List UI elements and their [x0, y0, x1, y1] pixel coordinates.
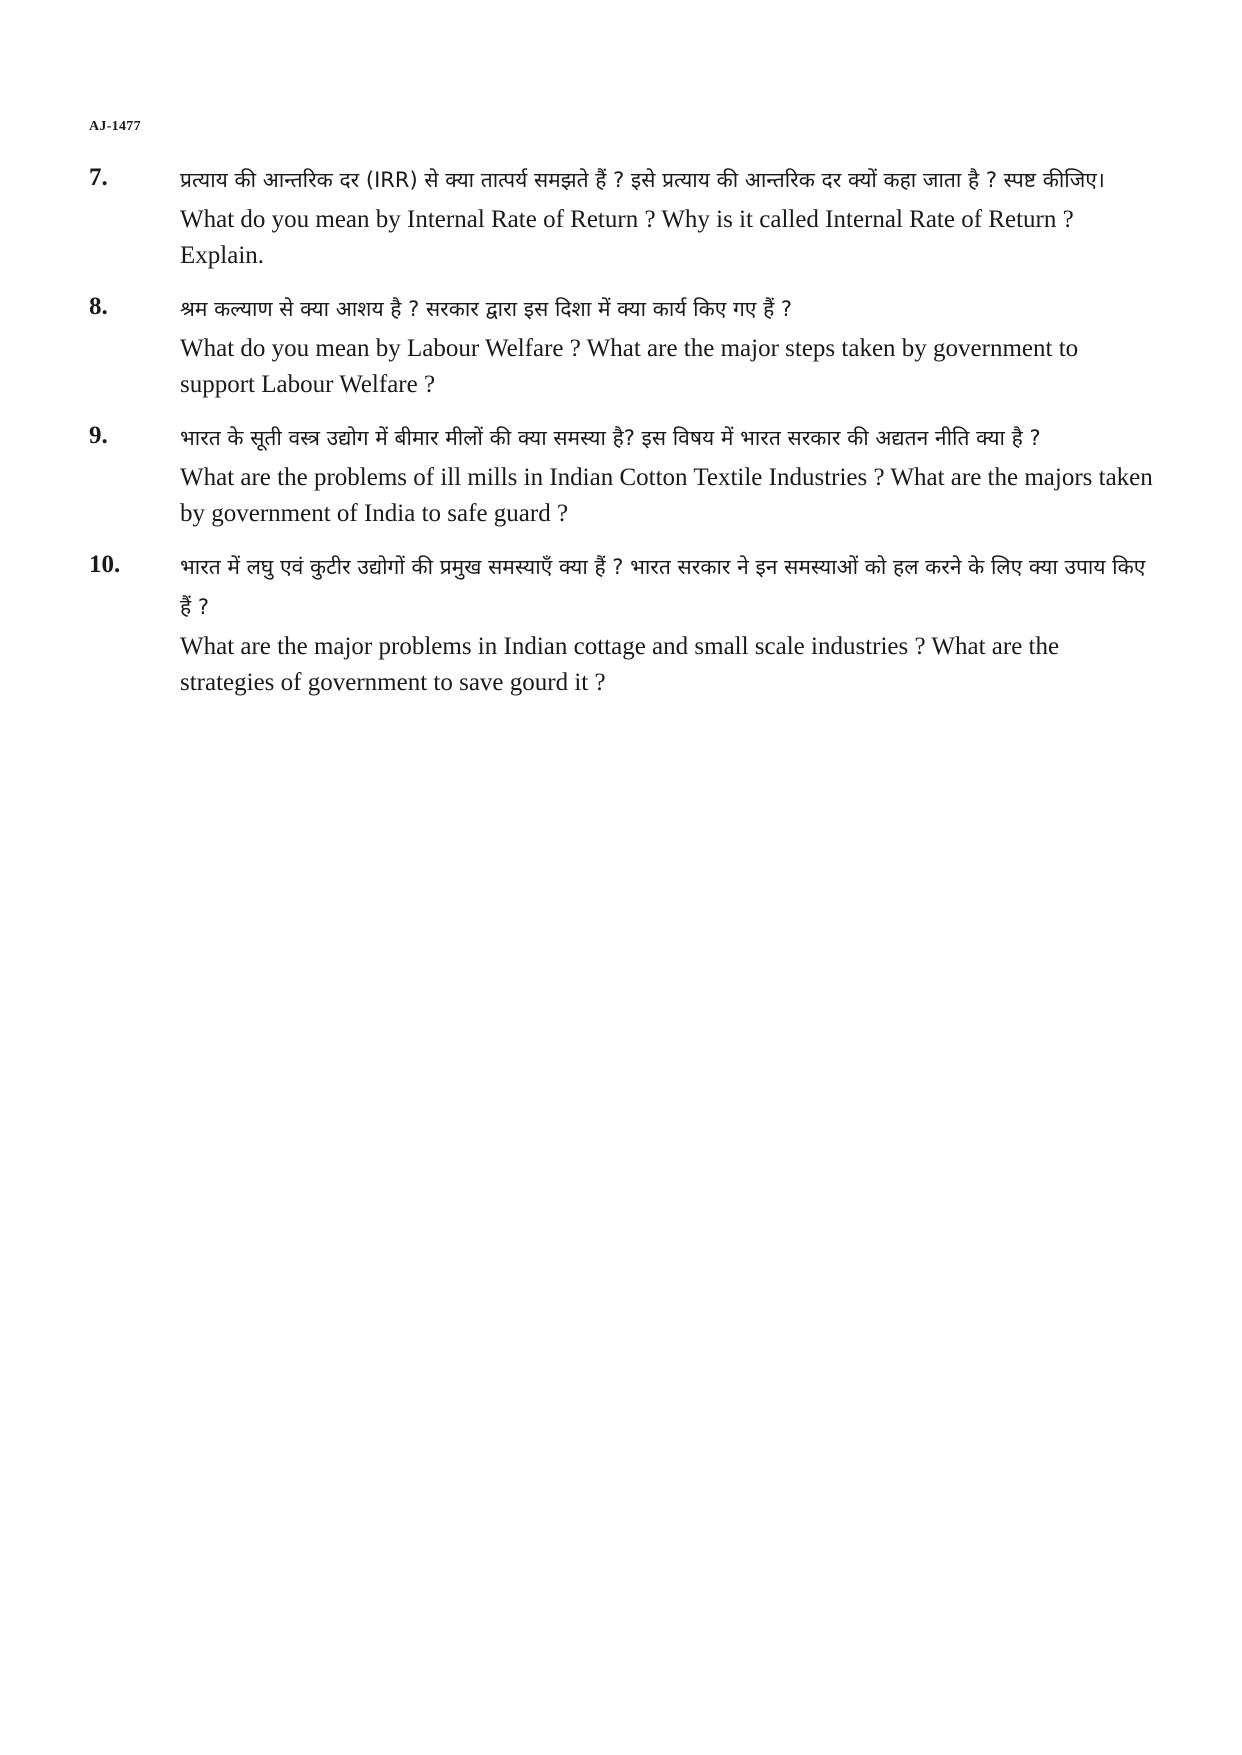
question-item	[89, 289, 1159, 403]
question-text-english: What do you mean by Internal Rate of Return ? Why is it called Internal Rate of Return ? Explain.	[180, 206, 1074, 269]
question-number: 10.	[89, 551, 121, 578]
question-number: 9.	[89, 422, 108, 449]
question-number: 7.	[89, 164, 108, 191]
question-text-english: What do you mean by Labour Welfare ? What are the major steps taken by government to support Labour Welfare ?	[180, 335, 1079, 398]
question-text-english: What are the major problems in Indian cottage and small scale industries ? What are the strategies of government to save gourd it ?	[180, 633, 1060, 696]
question-item	[89, 418, 1159, 532]
paper-code: AJ-1477	[89, 119, 141, 134]
question-text-english: What are the problems of ill mills in Indian Cotton Textile Industries ? What are the majors taken by government of India to safe guard ?	[180, 464, 1153, 527]
question-list	[89, 160, 1159, 716]
question-item	[89, 547, 1159, 701]
question-text-hindi: श्रम कल्याण से क्या आशय है ? सरकार द्वारा इस दिशा में क्या कार्य किए गए हैं ?	[180, 297, 793, 321]
question-number: 8.	[89, 293, 108, 320]
question-text-hindi: प्रत्याय की आन्तरिक दर (IRR) से क्या तात्पर्य समझते हैं ? इसे प्रत्याय की आन्तरिक दर क्यों कहा जाता है ? स्पष्ट कीजिए।	[180, 168, 1105, 192]
question-text-hindi: भारत में लघु एवं कुटीर उद्योगों की प्रमुख समस्याएँ क्या हैं ? भारत सरकार ने इन समस्याओं को हल करने के लिए क्या उपाय किए हैं ?	[180, 555, 1146, 619]
question-item	[89, 160, 1159, 274]
question-text-hindi: भारत के सूती वस्त्र उद्योग में बीमार मीलों की क्या समस्या है? इस विषय में भारत सरकार की अद्यतन नीति क्या है ?	[180, 426, 1041, 450]
